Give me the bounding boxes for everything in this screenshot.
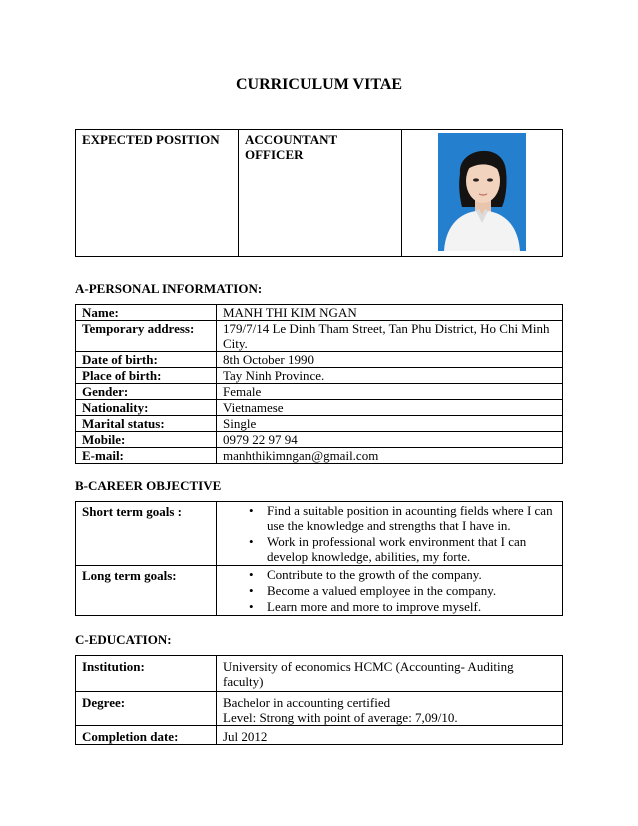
long-term-goals [217, 566, 563, 616]
table-row [76, 416, 563, 432]
nationality-value: Vietnamese [217, 400, 563, 416]
table-row [76, 448, 563, 464]
name-value: MANH THI KIM NGAN [217, 305, 563, 321]
institution-label: Institution: [76, 656, 217, 692]
completion-date-label: Completion date: [76, 726, 217, 745]
institution-value: University of economics HCMC (Accounting- Auditing faculty) [217, 656, 563, 692]
degree-value [217, 692, 563, 726]
table-row [76, 432, 563, 448]
table-row [76, 692, 563, 726]
section-heading-career: B-CAREER OBJECTIVE [75, 478, 222, 493]
section-heading-education: C-EDUCATION: [75, 632, 172, 647]
section-heading-personal: A-PERSONAL INFORMATION: [75, 281, 263, 296]
marital-status-label: Marital status: [76, 416, 217, 432]
expected-position-label: EXPECTED POSITION [76, 130, 239, 257]
personal-info-table [75, 304, 563, 464]
birth-place-label: Place of birth: [76, 368, 217, 384]
table-row [76, 352, 563, 368]
page-title: CURRICULUM VITAE [235, 76, 403, 93]
name-label: Name: [76, 305, 217, 321]
mobile-label: Mobile: [76, 432, 217, 448]
gender-label: Gender: [76, 384, 217, 400]
short-term-label: Short term goals : [76, 502, 217, 566]
mobile-value: 0979 22 97 94 [217, 432, 563, 448]
table-row [76, 726, 563, 745]
long-term-label: Long term goals: [76, 566, 217, 616]
nationality-label: Nationality: [76, 400, 217, 416]
table-row [76, 656, 563, 692]
email-value: manhthikimngan@gmail.com [217, 448, 563, 464]
gender-value: Female [217, 384, 563, 400]
table-row [76, 321, 563, 352]
email-label: E-mail: [76, 448, 217, 464]
degree-line-2: Level: Strong with point of average: 7,09/10. [223, 710, 458, 725]
address-label: Temporary address: [76, 321, 217, 352]
expected-position-value: ACCOUNTANT OFFICER [239, 130, 402, 257]
table-row [76, 566, 563, 616]
list-item: • Work in professional work environment that I can develop knowledge, abilities, my forte. [267, 534, 556, 564]
address-value: 179/7/14 Le Dinh Tham Street, Tan Phu District, Ho Chi Minh City. [217, 321, 563, 352]
degree-line-1: Bachelor in accounting certified [223, 695, 391, 710]
birth-date-label: Date of birth: [76, 352, 217, 368]
list-item: • Learn more and more to improve myself. [267, 599, 556, 614]
expected-position-table [75, 129, 563, 257]
marital-status-value: Single [217, 416, 563, 432]
degree-label: Degree: [76, 692, 217, 726]
table-row [76, 400, 563, 416]
birth-date-value: 8th October 1990 [217, 352, 563, 368]
photo-cell [402, 130, 563, 257]
list-item: • Find a suitable position in acounting fields where I can use the knowledge and strengths that I have in. [267, 503, 556, 533]
career-objective-table [75, 501, 563, 616]
short-term-goals [217, 502, 563, 566]
long-term-list [223, 567, 556, 614]
profile-photo [438, 133, 526, 251]
table-row [76, 305, 563, 321]
table-row [76, 502, 563, 566]
table-row [76, 368, 563, 384]
list-item: • Contribute to the growth of the company. [267, 567, 556, 582]
short-term-list [223, 503, 556, 564]
education-table [75, 655, 563, 745]
birth-place-value: Tay Ninh Province. [217, 368, 563, 384]
list-item: • Become a valued employee in the company. [267, 583, 556, 598]
completion-date-value: Jul 2012 [217, 726, 563, 745]
table-row [76, 384, 563, 400]
